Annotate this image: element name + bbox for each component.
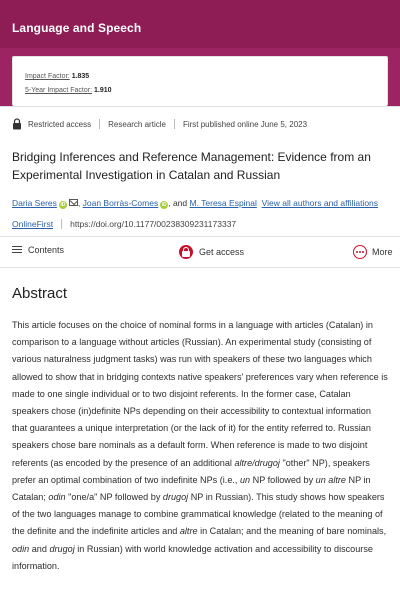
- onlinefirst-link[interactable]: OnlineFirst: [12, 219, 54, 229]
- author-conjunction: , and: [168, 198, 188, 208]
- publication-date: First published online June 5, 2023: [182, 119, 308, 129]
- email-icon[interactable]: [69, 199, 78, 206]
- get-access-label: Get access: [199, 247, 245, 257]
- doi-link[interactable]: https://doi.org/10.1177/00238309231173337: [70, 219, 237, 229]
- contents-button[interactable]: [12, 245, 64, 255]
- author-list: Daria Seres iD , Joan Borràs-Comes iD , and M. Teresa Espinal View all authors and affiliations: [12, 198, 379, 208]
- more-button[interactable]: [353, 245, 393, 259]
- abstract-heading: Abstract: [12, 285, 68, 302]
- article-action-bar: [0, 236, 400, 268]
- journal-header: [0, 0, 400, 48]
- divider: [0, 106, 400, 107]
- lock-icon: [179, 245, 193, 259]
- five-year-impact-factor: [25, 86, 112, 95]
- impact-factor-card: [12, 56, 388, 106]
- view-all-authors-link[interactable]: View all authors and affiliations: [261, 198, 379, 208]
- five-year-impact-factor-label[interactable]: 5-Year Impact Factor:: [25, 87, 93, 94]
- five-year-impact-factor-value: 1.910: [94, 87, 112, 94]
- article-meta: [12, 117, 307, 131]
- contents-label: Contents: [28, 245, 65, 255]
- doi-row: [12, 218, 236, 230]
- separator: [99, 119, 100, 129]
- more-icon: [353, 245, 367, 259]
- orcid-icon[interactable]: iD: [161, 202, 167, 208]
- lock-icon: [12, 118, 22, 130]
- article-title: Bridging Inferences and Reference Management: Evidence from an Experimental Investigation in Catalan and Russian: [12, 150, 371, 182]
- menu-icon: [12, 246, 22, 254]
- journal-name[interactable]: Language and Speech: [12, 21, 142, 35]
- author-link[interactable]: M. Teresa Espinal: [189, 198, 257, 208]
- author-link[interactable]: Joan Borràs-Comes: [82, 198, 159, 208]
- more-label: More: [372, 247, 393, 257]
- impact-factor-label[interactable]: Impact Factor:: [25, 73, 70, 80]
- get-access-button[interactable]: [179, 245, 244, 259]
- impact-factor-value: 1.835: [71, 73, 90, 80]
- article-type: Research article: [108, 119, 166, 129]
- access-status: Restricted access: [28, 119, 92, 129]
- abstract-text: This article focuses on the choice of nominal forms in a language with articles (Catalan) in comparison to a language without articles (Russian). An experimental study (consisting of various naturalness judgment tasks) was run with speakers of these two languages which allowed to show that in bridging contexts native speakers' preferences vary when reference is made to one single individual or to two disjoint referents. In the former case, Catalan speakers chose (in)definite NPs depending on their accessibility to contextual information that guarantees a unique interpretation (or the lack of it) for the entity referred to. Russian speakers chose bare nominals as a default form. When reference is made to two disjoint referents (as encoded by the presence of an additional altre/drugoj "other" NP), speakers prefer an optimal combination of two indefinite NPs (i.e., un NP followed by un altre NP in Catalan; odin "one/a" NP followed by drugoj NP in Russian). This study shows how speakers of the two languages manage to combine grammatical knowledge (related to the meaning of the definite and the indefinite articles and altre in Catalan; and the meaning of bare nominals, odin and drugoj in Russian) with world knowledge activation and accessibility to discourse information.: [12, 320, 388, 571]
- impact-factor: [25, 72, 89, 81]
- orcid-icon[interactable]: iD: [60, 202, 66, 208]
- separator: [174, 119, 175, 129]
- author-link[interactable]: Daria Seres: [12, 198, 57, 208]
- separator: [61, 219, 62, 229]
